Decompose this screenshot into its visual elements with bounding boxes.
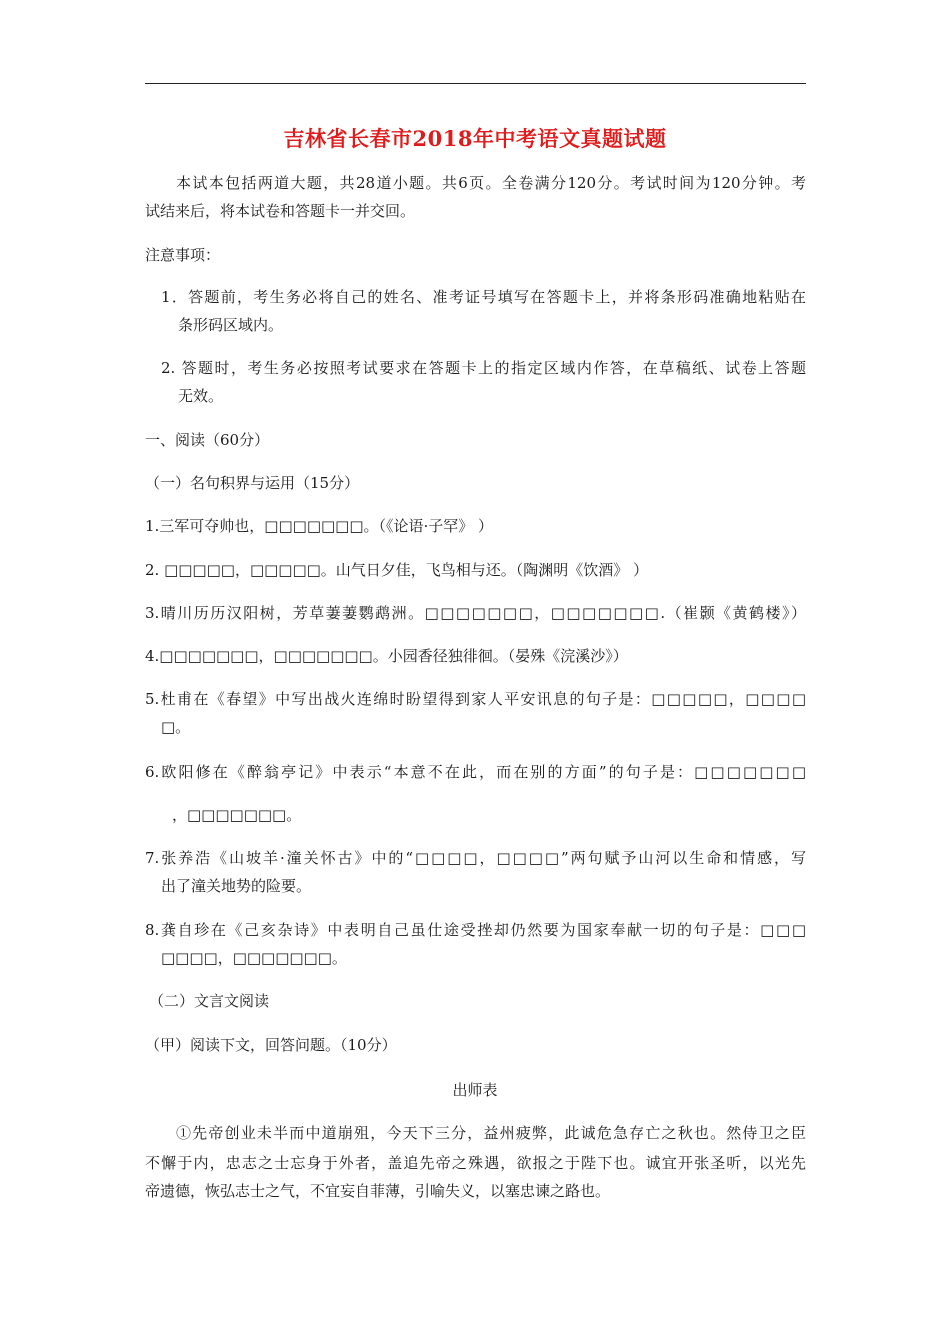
question-8-line-1: 8.龚自珍在《己亥杂诗》中表明自己虽仕途受挫却仍然要为国家奉献一切的句子是：□□□: [145, 921, 806, 939]
question-5-line-1: 5.杜甫在《春望》中写出战火连绵时盼望得到家人平安讯息的句子是：□□□□□，□□□□: [145, 690, 806, 708]
sub-heading: （甲）阅读下文，回答问题。（10分）: [145, 1036, 397, 1054]
section2-heading: （二）文言文阅读: [149, 992, 270, 1010]
passage-line-2: 不懈于内，忠志之士忘身于外者，盖追先帝之殊遇，欲报之于陛下也。诚宜开张圣听，以光先: [145, 1154, 806, 1172]
question-3: 3.晴川历历汉阳树，芳草萋萋鹦鹉洲。□□□□□□□，□□□□□□□.（崔颢《黄鹤楼》）: [145, 604, 806, 622]
note-2-line-1: 2. 答题时，考生务必按照考试要求在答题卡上的指定区域内作答，在草稿纸、试卷上答题: [161, 359, 806, 377]
header-rule: [145, 83, 806, 84]
question-7-line-1: 7.张养浩《山坡羊·潼关怀古》中的“□□□□，□□□□”两句赋予山河以生命和情感，写: [145, 849, 806, 867]
note-1-line-2: 条形码区域内。: [178, 316, 284, 334]
section1-heading: （一）名句积界与运用（15分）: [145, 474, 360, 492]
question-6-line-1: 6.欧阳修在《醉翁亭记》中表示“本意不在此，而在别的方面”的句子是：□□□□□□□: [145, 763, 806, 781]
intro-line-2: 试结来后，将本试卷和答题卡一并交回。: [145, 202, 416, 220]
note-2-line-2: 无效。: [178, 387, 224, 405]
intro-line-1: 本试本包括两道大题，共28道小题。共6页。全卷满分120分。考试时间为120分钟。考: [176, 174, 806, 192]
passage-line-3: 帝遗德，恢弘志士之气，不宜妄自菲薄，引喻失义，以塞忠谏之路也。: [145, 1182, 611, 1200]
part1-heading: 一、阅读（60分）: [145, 431, 270, 449]
question-1: 1.三军可夺帅也，□□□□□□□。（《论语·子罕》 ）: [145, 517, 494, 535]
page-title: 吉林省长春市2018年中考语文真题试题: [283, 126, 667, 151]
question-4: 4.□□□□□□□，□□□□□□□。小园香径独徘徊。（晏殊《浣溪沙》）: [145, 647, 628, 665]
passage-line-1: ①先帝创业未半而中道崩殂，今天下三分，益州疲弊，此诚危急存亡之秋也。然侍卫之臣: [176, 1124, 806, 1142]
passage-title: 出师表: [452, 1081, 498, 1099]
question-8-line-2: □□□□，□□□□□□□。: [161, 949, 347, 967]
question-7-line-2: 出了潼关地势的险要。: [161, 877, 312, 895]
question-6-line-2: ，□□□□□□□。: [172, 806, 302, 824]
question-5-line-2: □。: [161, 718, 191, 736]
notes-heading: 注意事项：: [145, 246, 221, 264]
note-1-line-1: 1．答题前，考生务必将自己的姓名、准考证号填写在答题卡上，并将条形码准确地粘贴在: [161, 288, 806, 306]
question-2: 2. □□□□□，□□□□□。山气日夕佳，飞鸟相与还。（陶渊明《饮酒》 ）: [145, 561, 649, 579]
